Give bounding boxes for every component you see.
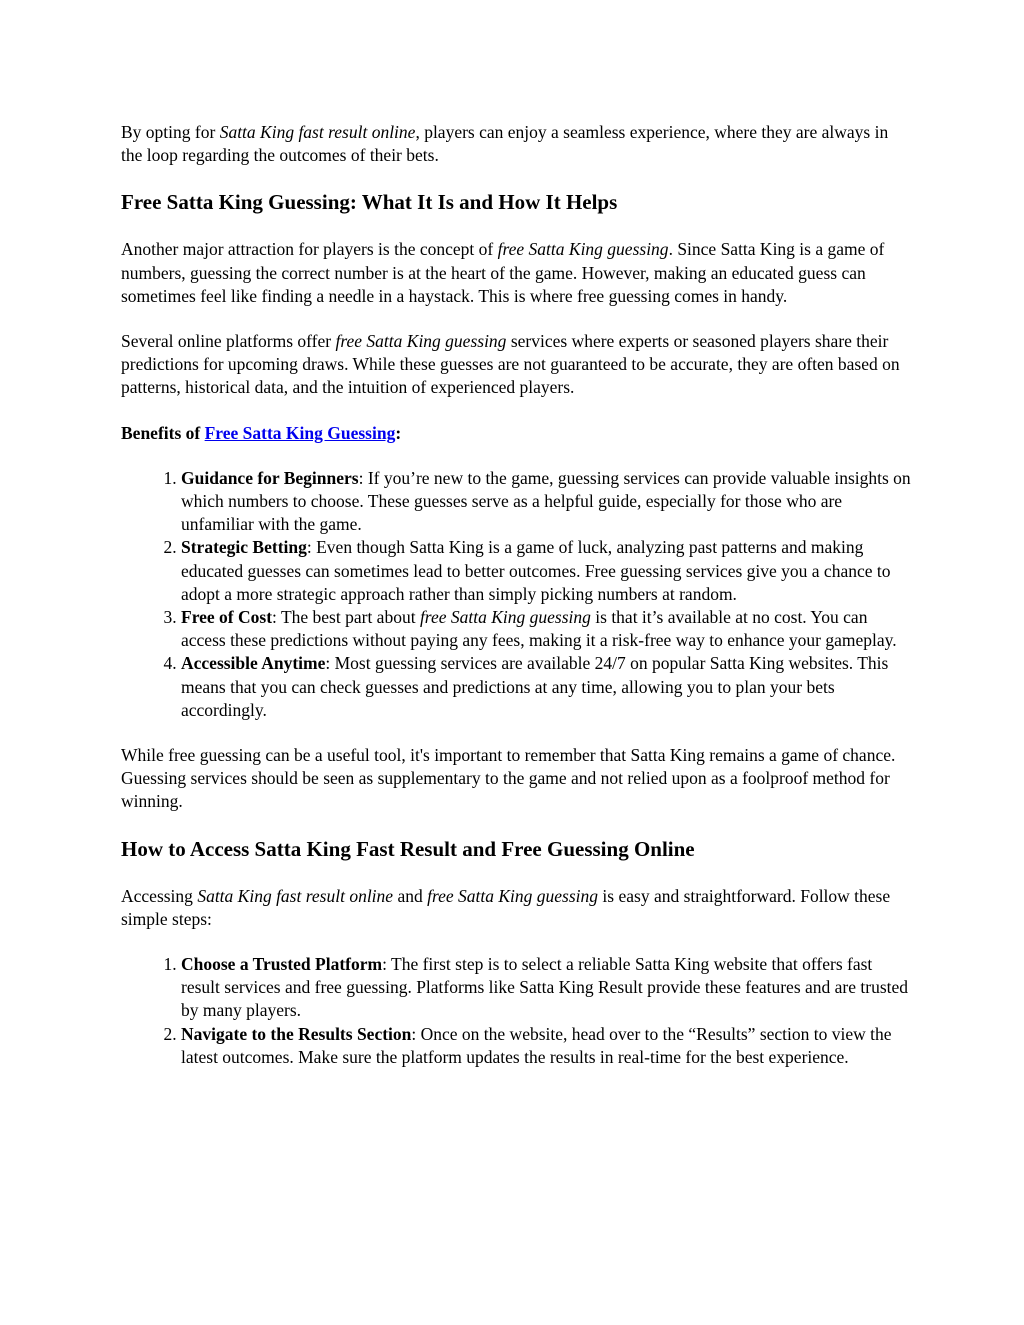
list-item: 2. Strategic Betting: Even though Satta King is a game of luck, analyzing past patterns and making educated guesses can sometimes lead to better outcomes. Free guessing services give you a chance to adopt a more strategic approach rather than simply picking numbers at random. xyxy=(181,536,911,606)
list-item: 4. Accessible Anytime: Most guessing services are available 24/7 on popular Satta King websites. This means that you can check guesses and predictions at any time, allowing you to plan your bets accordingly. xyxy=(181,652,911,722)
list-item: 1. Choose a Trusted Platform: The first step is to select a reliable Satta King website that offers fast result services and free guessing. Platforms like Satta King Result provide these features and are trusted by many players. xyxy=(181,953,911,1023)
intro-paragraph: By opting for Satta King fast result online, players can enjoy a seamless experience, where they are always in the loop regarding the outcomes of their bets. xyxy=(121,122,889,166)
paragraph-caution: While free guessing can be a useful tool, it's important to remember that Satta King remains a game of chance. Guessing services should be seen as supplementary to the game and not relied upon as a foolproof method for winning. xyxy=(121,745,896,812)
steps-list xyxy=(121,953,911,1069)
paragraph-guessing-intro: Another major attraction for players is the concept of free Satta King guessing. Since Satta King is a game of numbers, guessing the correct number is at the heart of the game. However, making an educated guess can sometimes feel like finding a needle in a haystack. This is where free guessing comes in handy. xyxy=(121,239,885,306)
benefits-heading: Benefits of Free Satta King Guessing: xyxy=(121,422,402,443)
section-heading-access: How to Access Satta King Fast Result and Free Guessing Online xyxy=(121,836,695,861)
list-item: 1. Guidance for Beginners: If you’re new to the game, guessing services can provide valuable insights on which numbers to choose. These guesses serve as a helpful guide, especially for those who are unfamiliar with the game. xyxy=(181,467,911,537)
benefits-list xyxy=(121,467,911,722)
list-item: 2. Navigate to the Results Section: Once on the website, head over to the “Results” section to view the latest outcomes. Make sure the platform updates the results in real-time for the best experience. xyxy=(181,1023,911,1069)
document-body xyxy=(121,121,911,1091)
free-guessing-link[interactable]: Free Satta King Guessing xyxy=(204,422,396,443)
paragraph-platforms: Several online platforms offer free Satta King guessing services where experts or seasoned players share their predictions for upcoming draws. While these guesses are not guaranteed to be accurate, they are often based on patterns, historical data, and the intuition of experienced players. xyxy=(121,331,900,398)
paragraph-access-intro: Accessing Satta King fast result online and free Satta King guessing is easy and straightforward. Follow these simple steps: xyxy=(121,885,891,929)
list-item: 3. Free of Cost: The best part about free Satta King guessing is that it’s available at no cost. You can access these predictions without paying any fees, making it a risk-free way to enhance your gameplay. xyxy=(181,606,911,652)
section-heading-free-guessing: Free Satta King Guessing: What It Is and How It Helps xyxy=(121,190,618,215)
